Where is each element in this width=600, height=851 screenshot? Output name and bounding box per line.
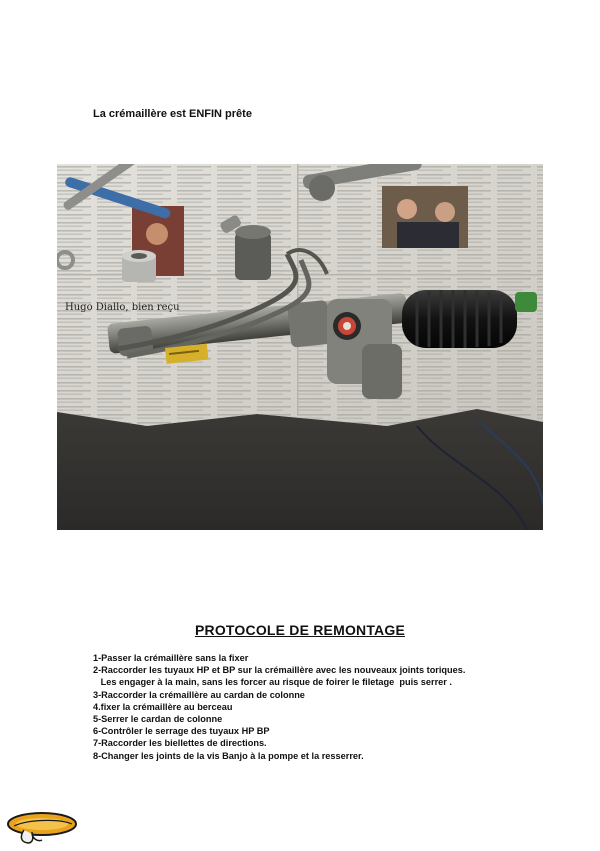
steering-rack-photo <box>57 164 543 530</box>
logo-icon <box>2 806 78 846</box>
list-item: 5-Serrer le cardan de colonne <box>93 714 223 725</box>
list-item: 8-Changer les joints de la vis Banjo à la pompe et la resserrer. <box>93 750 364 761</box>
newspaper-headline: Hugo Diallo, bien reçu <box>65 302 180 313</box>
reassembly-steps-list <box>93 652 533 762</box>
list-item: 1-Passer la crémaillère sans la fixer <box>93 653 249 663</box>
steering-rack-illustration <box>57 164 543 530</box>
section-title: PROTOCOLE DE REMONTAGE <box>194 622 405 638</box>
photo-caption: La crémaillère est ENFIN prête <box>93 108 252 120</box>
list-item: 4.fixer la crémaillère au berceau <box>93 701 233 712</box>
list-item: 7-Raccorder les biellettes de directions. <box>93 738 267 749</box>
list-item: Les engager à la main, sans les forcer au risque de foirer le filetage puis serrer . <box>93 677 452 688</box>
list-item: 3-Raccorder la crémaillère au cardan de colonne <box>93 689 305 700</box>
list-item: 2-Raccorder les tuyaux HP et BP sur la crémaillère avec les nouveaux joints toriques. <box>93 665 466 676</box>
brand-logo <box>2 806 78 846</box>
list-item: 6-Contrôler le serrage des tuyaux HP BP <box>93 726 270 737</box>
